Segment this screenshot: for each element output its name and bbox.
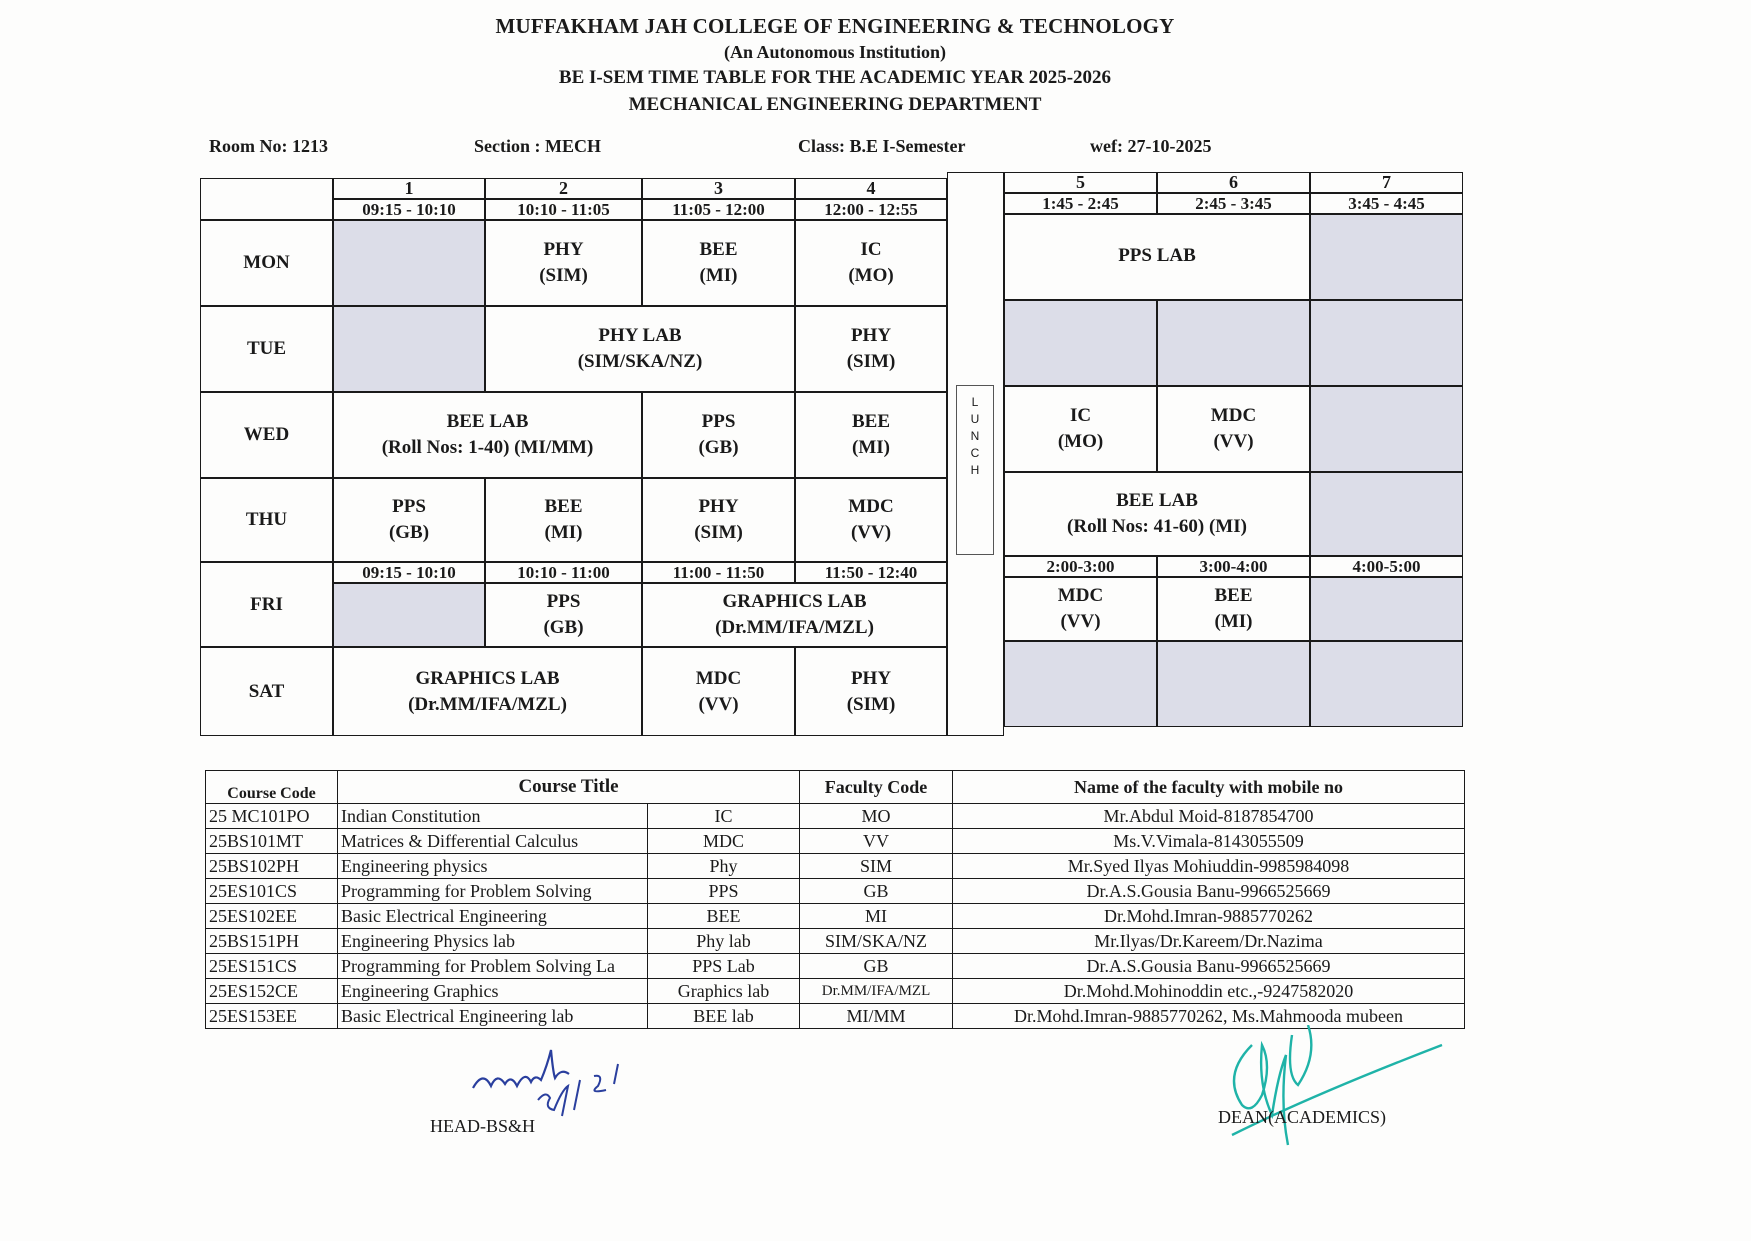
table-row [206, 879, 1465, 904]
course-title: Programming for Problem Solving La [338, 954, 648, 979]
free-period [1310, 577, 1463, 641]
faculty-code: SIM [800, 854, 953, 879]
mon-period-2: PHY (SIM) [485, 220, 642, 306]
fri-period-time: 10:10 - 11:00 [485, 562, 642, 583]
thu-bee-lab: BEE LAB (Roll Nos: 41-60) (MI) [1004, 472, 1310, 556]
class-label: Class: B.E I-Semester [798, 136, 966, 156]
course-code: 25BS151PH [206, 929, 338, 954]
period-number: 2 [485, 178, 642, 199]
wed-period-3: PPS (GB) [642, 392, 795, 478]
period-time: 12:00 - 12:55 [795, 199, 947, 220]
day-tuesday: TUE [200, 306, 333, 392]
table-row [206, 829, 1465, 854]
period-number: 7 [1310, 172, 1463, 193]
free-period [333, 583, 485, 647]
faculty-code: MI/MM [800, 1004, 953, 1029]
autonomous-label: (An Autonomous Institution) [723, 42, 947, 62]
table-row [206, 854, 1465, 879]
period-number: 4 [795, 178, 947, 199]
table-row [206, 979, 1465, 1004]
thu-period-4: MDC (VV) [795, 478, 947, 562]
fri-period-time: 4:00-5:00 [1310, 556, 1463, 577]
course-abbr: MDC [648, 829, 800, 854]
day-friday: FRI [200, 562, 333, 647]
fri-period-time: 09:15 - 10:10 [333, 562, 485, 583]
course-abbr: PPS Lab [648, 954, 800, 979]
fri-period-time: 3:00-4:00 [1157, 556, 1310, 577]
free-period [1157, 300, 1310, 386]
course-abbr: Phy [648, 854, 800, 879]
thu-period-1: PPS (GB) [333, 478, 485, 562]
dean-academics-label: DEAN(ACADEMICS) [1218, 1107, 1386, 1127]
free-period [333, 306, 485, 392]
period-number: 3 [642, 178, 795, 199]
lunch-label: L U N C H [956, 385, 994, 555]
period-time: 10:10 - 11:05 [485, 199, 642, 220]
period-time: 09:15 - 10:10 [333, 199, 485, 220]
fri-period-5: MDC (VV) [1004, 577, 1157, 641]
period-number: 1 [333, 178, 485, 199]
day-wednesday: WED [200, 392, 333, 478]
sat-period-4: PHY (SIM) [795, 647, 947, 736]
course-code: 25ES152CE [206, 979, 338, 1004]
course-title: Programming for Problem Solving [338, 879, 648, 904]
free-period [1310, 300, 1463, 386]
course-title: Basic Electrical Engineering lab [338, 1004, 648, 1029]
period-time: 1:45 - 2:45 [1004, 193, 1157, 214]
course-abbr: Graphics lab [648, 979, 800, 1004]
faculty-code: MO [800, 804, 953, 829]
period-time: 3:45 - 4:45 [1310, 193, 1463, 214]
thu-period-2: BEE (MI) [485, 478, 642, 562]
mon-pps-lab: PPS LAB [1004, 214, 1310, 300]
faculty-code: MI [800, 904, 953, 929]
faculty-name: Mr.Abdul Moid-8187854700 [953, 804, 1465, 829]
free-period [1004, 300, 1157, 386]
corner-cell [200, 178, 333, 220]
table-row [206, 954, 1465, 979]
faculty-name: Mr.Syed Ilyas Mohiuddin-9985984098 [953, 854, 1465, 879]
free-period [1157, 641, 1310, 727]
course-title: Matrices & Differential Calculus [338, 829, 648, 854]
course-title: Indian Constitution [338, 804, 648, 829]
thu-period-3: PHY (SIM) [642, 478, 795, 562]
timetable-title: BE I-SEM TIME TABLE FOR THE ACADEMIC YEAR 2025-2026 [558, 67, 1112, 88]
fri-period-time: 11:50 - 12:40 [795, 562, 947, 583]
mon-period-4: IC (MO) [795, 220, 947, 306]
faculty-code: VV [800, 829, 953, 854]
faculty-name: Dr.A.S.Gousia Banu-9966525669 [953, 954, 1465, 979]
head-signature-handwriting [468, 1038, 648, 1128]
wed-period-4: BEE (MI) [795, 392, 947, 478]
header-faculty-name: Name of the faculty with mobile no [953, 771, 1465, 804]
fri-period-2: PPS (GB) [485, 583, 642, 647]
college-name: MUFFAKHAM JAH COLLEGE OF ENGINEERING & TECHNOLOGY [495, 14, 1175, 38]
course-title: Engineering Graphics [338, 979, 648, 1004]
course-abbr: Phy lab [648, 929, 800, 954]
fri-period-time: 11:00 - 11:50 [642, 562, 795, 583]
table-row [206, 904, 1465, 929]
day-thursday: THU [200, 478, 333, 562]
faculty-code: Dr.MM/IFA/MZL [800, 979, 953, 1004]
course-table [205, 770, 1465, 1029]
table-row [206, 929, 1465, 954]
faculty-code: GB [800, 879, 953, 904]
fri-period-time: 2:00-3:00 [1004, 556, 1157, 577]
day-saturday: SAT [200, 647, 333, 736]
fri-period-6: BEE (MI) [1157, 577, 1310, 641]
period-time: 2:45 - 3:45 [1157, 193, 1310, 214]
header-faculty-code: Faculty Code [800, 771, 953, 804]
course-table-header [206, 771, 1465, 804]
course-title: Engineering Physics lab [338, 929, 648, 954]
wed-bee-lab: BEE LAB (Roll Nos: 1-40) (MI/MM) [333, 392, 642, 478]
head-bsh-label: HEAD-BS&H [430, 1116, 536, 1136]
section-label: Section : MECH [474, 136, 601, 156]
faculty-code: SIM/SKA/NZ [800, 929, 953, 954]
course-code: 25BS102PH [206, 854, 338, 879]
sat-period-3: MDC (VV) [642, 647, 795, 736]
wed-period-6: MDC (VV) [1157, 386, 1310, 472]
fri-graphics-lab: GRAPHICS LAB (Dr.MM/IFA/MZL) [642, 583, 947, 647]
course-abbr: BEE [648, 904, 800, 929]
faculty-name: Dr.Mohd.Mohinoddin etc.,-9247582020 [953, 979, 1465, 1004]
faculty-name: Ms.V.Vimala-8143055509 [953, 829, 1465, 854]
header-course-code: Course Code [206, 771, 338, 804]
period-time: 11:05 - 12:00 [642, 199, 795, 220]
free-period [333, 220, 485, 306]
course-code: 25ES102EE [206, 904, 338, 929]
course-code: 25BS101MT [206, 829, 338, 854]
period-number: 5 [1004, 172, 1157, 193]
course-title: Engineering physics [338, 854, 648, 879]
course-code: 25 MC101PO [206, 804, 338, 829]
course-title: Basic Electrical Engineering [338, 904, 648, 929]
sat-graphics-lab: GRAPHICS LAB (Dr.MM/IFA/MZL) [333, 647, 642, 736]
day-monday: MON [200, 220, 333, 306]
department-name: MECHANICAL ENGINEERING DEPARTMENT [628, 94, 1042, 115]
tue-period-4: PHY (SIM) [795, 306, 947, 392]
header-course-title: Course Title [338, 771, 800, 804]
faculty-name: Dr.Mohd.Imran-9885770262, Ms.Mahmooda mubeen [953, 1004, 1465, 1029]
free-period [1310, 641, 1463, 727]
period-number: 6 [1157, 172, 1310, 193]
free-period [1310, 472, 1463, 556]
course-code: 25ES101CS [206, 879, 338, 904]
mon-period-3: BEE (MI) [642, 220, 795, 306]
wef-date: wef: 27-10-2025 [1090, 136, 1212, 156]
faculty-code: GB [800, 954, 953, 979]
course-abbr: IC [648, 804, 800, 829]
course-abbr: PPS [648, 879, 800, 904]
wed-period-5: IC (MO) [1004, 386, 1157, 472]
room-number: Room No: 1213 [209, 136, 328, 156]
free-period [1310, 214, 1463, 300]
faculty-name: Dr.Mohd.Imran-9885770262 [953, 904, 1465, 929]
course-code: 25ES153EE [206, 1004, 338, 1029]
faculty-name: Dr.A.S.Gousia Banu-9966525669 [953, 879, 1465, 904]
faculty-name: Mr.Ilyas/Dr.Kareem/Dr.Nazima [953, 929, 1465, 954]
dean-signature-handwriting [1212, 1025, 1452, 1165]
tue-phy-lab: PHY LAB (SIM/SKA/NZ) [485, 306, 795, 392]
table-row [206, 804, 1465, 829]
free-period [1004, 641, 1157, 727]
free-period [1310, 386, 1463, 472]
course-code: 25ES151CS [206, 954, 338, 979]
course-abbr: BEE lab [648, 1004, 800, 1029]
